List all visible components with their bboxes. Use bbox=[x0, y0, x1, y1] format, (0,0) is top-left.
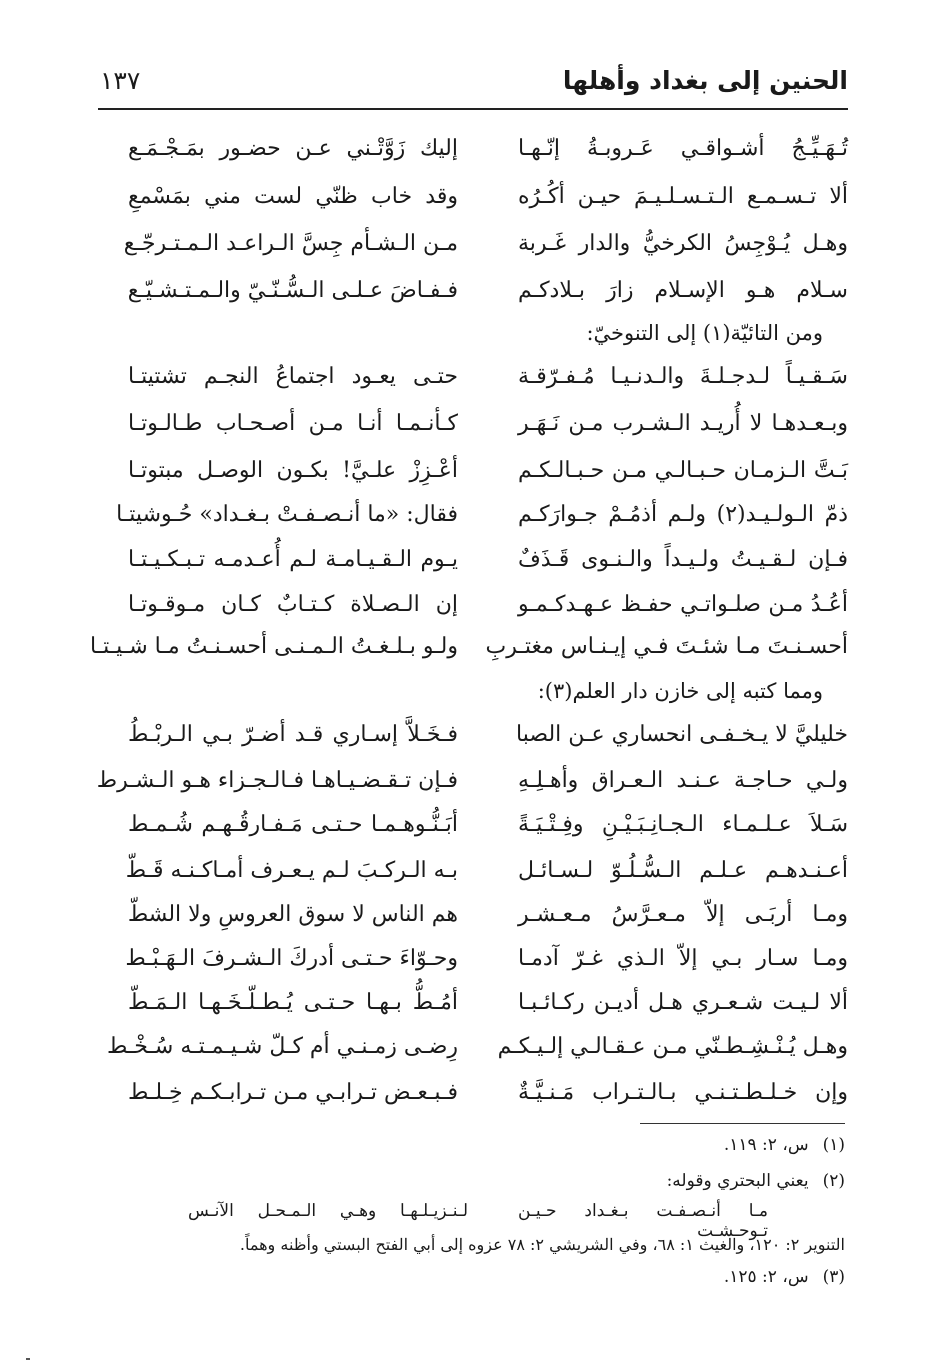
verse-10-left: إن الـصـلاة كـتـابٌ كـان مـوقـوتـا bbox=[128, 592, 458, 617]
verse-1-right: تُـهَـيِّـجُ أشـواقـي عَـروبـةُ إنّـهـا bbox=[518, 136, 848, 161]
verse-9-left: يـوم الـقـيـامـة لـم أُعـدمـه تـبـكـيـتـا bbox=[128, 547, 458, 572]
verse-6-right: وبـعـدهـا لا أُريـد الـشـرب مـن نَـهَـر bbox=[518, 411, 848, 436]
verse-19-left: رِضـى زمـنـي أم كـلّ شـيـمـتـه سُـخْـط bbox=[106, 1034, 458, 1059]
verse-4-right: سـلام هـو الإسـلام زارَ بـلادكـم bbox=[518, 278, 848, 303]
verse-15-right: أعـنـدهـم عـلـم الـسُّـلُـوّ لـسـائـل bbox=[518, 858, 848, 883]
verse-8-left: فقال: «ما أنـصـفـتْ بـغـداد» حُـوشيتـا bbox=[116, 502, 458, 527]
footnote-rule bbox=[640, 1123, 845, 1124]
verse-18-left: أمُـطُّ بـهـا حـتـى يُـطـلّـخَـهـا الـمَـطّ bbox=[128, 990, 458, 1015]
verse-17-left: وحـوّاءَ حـتـى أدركَ الـشـرفَ الـهَـبْـط bbox=[125, 946, 458, 971]
verse-7-right: بَـتَّ الـزمـان حـبـالـي مـن حـبـالـكـم bbox=[518, 458, 848, 483]
verse-3-right: وهـل يُـوْجِسُ الكرخيُّ والدار غَـربة bbox=[518, 231, 848, 256]
footnote-3-text: س، ٢: ١٢٥. bbox=[723, 1267, 809, 1287]
verse-2-left: وقد خاب ظنّي لست مني بمَسْمعِ bbox=[128, 184, 458, 209]
verse-19-right: وهـل يُـنْـشِـطـنّي مـن عـقـالـي إلـيـكـم bbox=[497, 1034, 848, 1059]
footnote-2-verse-right: مـا أنـصـفـت بـغـداد حـيـن تـوحـشـت bbox=[518, 1201, 768, 1241]
page-number: ١٣٧ bbox=[100, 66, 141, 95]
verse-8-right: ذمّ الـولـيـد(٢) ولـم أذمُـمْ جـوارَكـم bbox=[518, 502, 848, 527]
footnote-3-number: (٣) bbox=[822, 1267, 845, 1287]
footnote-2 bbox=[667, 1168, 845, 1194]
verse-16-right: ومـا أربَـى إلاّ مـعـرَّسُ مـعـشـر bbox=[518, 902, 848, 927]
footnote-2-text: يعني البحتري وقوله: bbox=[666, 1171, 809, 1191]
verse-9-right: فـإن لـقـيـتُ ولـيـداً والـنـوى قَـذَفٌ bbox=[518, 547, 848, 572]
footnote-1-text: س، ٢: ١١٩. bbox=[723, 1135, 809, 1155]
verse-5-right: سَـقـيـاً لـدجـلـةَ والـدنـيـا مُـفـرّقـة bbox=[518, 364, 848, 389]
verse-12-left: فـخَـلاَّ إسـاري قـد أضـرّ بـي الـربْـطُ bbox=[128, 722, 458, 747]
verse-17-right: ومـا سـار بـي إلاّ الـذي غـرّ آدمـا bbox=[518, 946, 848, 971]
verse-15-left: بـه الـركـبَ لـم يـعـرف أمـاكـنـه قَـطّ bbox=[125, 858, 458, 883]
verse-11-right: أحسـنـتَ مـا شئـتَ فـي إيـنـاس مغتـربِ bbox=[485, 634, 848, 659]
verse-4-left: فـفـاضَ عـلـى الـسُّـنّـيّ والـمـتـشـيّـع bbox=[127, 278, 458, 303]
intro-tayya: ومن التائيّة(١) إلى التنوخيّ: bbox=[586, 321, 823, 345]
verse-5-left: حتـى يعـود اجتماعُ النجـم تشتيتـا bbox=[128, 364, 458, 389]
footnote-1 bbox=[724, 1132, 845, 1158]
verse-3-left: مـن الـشـأم جِسَّ الـراعـد الـمـتـرجّـع bbox=[123, 231, 458, 256]
verse-10-right: أعُـدُ مـن صلـواتـي حفـظ عـهـدكـمـو bbox=[518, 592, 848, 617]
verse-20-right: وإن خـلـطـتـنـي بـالـتـراب مَـنـيَّـةٌ bbox=[518, 1080, 848, 1105]
verse-7-left: أعْـزِزْ علـيَّ! بكـون الوصـل مبتوتـا bbox=[128, 458, 458, 483]
intro-khazin: ومما كتبه إلى خازن دار العلم(٣): bbox=[537, 679, 823, 703]
verse-14-left: أبَـنُّـوهـمـا حـتـى مَـفـارقُـهـم شُـمـط bbox=[128, 812, 458, 837]
verse-18-right: ألا لـيـت شـعـري هـل أديـن ركـائـبـا bbox=[518, 990, 848, 1015]
verse-16-left: هم الناس لا سوق العروسِ ولا الشطّ bbox=[127, 902, 458, 927]
header-rule bbox=[98, 108, 848, 110]
verse-6-left: كـأنـمـا أنـا مـن أصـحـاب طـالـوتـا bbox=[128, 411, 458, 436]
verse-14-right: سَـلاَ عـلـمـاء الـجـانِـبَـيْـنِ وفِـتْـيَـةً bbox=[518, 812, 848, 837]
footnote-2-verse-left: لـنـزيـلـهـا وهـي الـمـحـل الآنـس bbox=[188, 1201, 468, 1221]
header-title: الحنين إلى بغداد وأهلها bbox=[562, 66, 848, 95]
verse-20-left: فـبـعـض تـرابـي مـن تـرابـكـم خِـلـط bbox=[127, 1080, 458, 1105]
verse-13-left: فـإن تـقـضـيـاهـا فـالـجـزاء هـو الـشـرط bbox=[96, 768, 458, 793]
footnote-2-reference: التنوير ٢: ١٢٠، والغيث ١: ٦٨، وفي الشريشي ٢: ٧٨ عزوه إلى أبي الفتح البستي وأظنه وهماً. bbox=[239, 1235, 845, 1254]
verse-11-left: ولـو بـلـغـتُ الـمـنـى أحسـنـتُ مـا شـيـتـا bbox=[89, 634, 458, 659]
running-header bbox=[100, 64, 848, 104]
verse-12-right: خليليَّ لا يـخـفـى انحساري عـن الصبا bbox=[516, 722, 848, 747]
footnote-2-number: (٢) bbox=[822, 1171, 845, 1191]
footnote-1-number: (١) bbox=[822, 1135, 845, 1155]
verse-1-left: إليك زَوَّتْـني عـن حضـور بمَـجْـمَـع bbox=[128, 136, 458, 161]
verse-13-right: ولـي حـاجـة عـنـد الـعـراق وأهـلِـهِ bbox=[518, 768, 848, 793]
footnote-3 bbox=[724, 1264, 845, 1290]
scan-mark bbox=[26, 1358, 30, 1360]
verse-2-right: ألا تـسـمـع الـتـسـلـيـمَ حيـن أكُـرُه bbox=[518, 184, 848, 209]
